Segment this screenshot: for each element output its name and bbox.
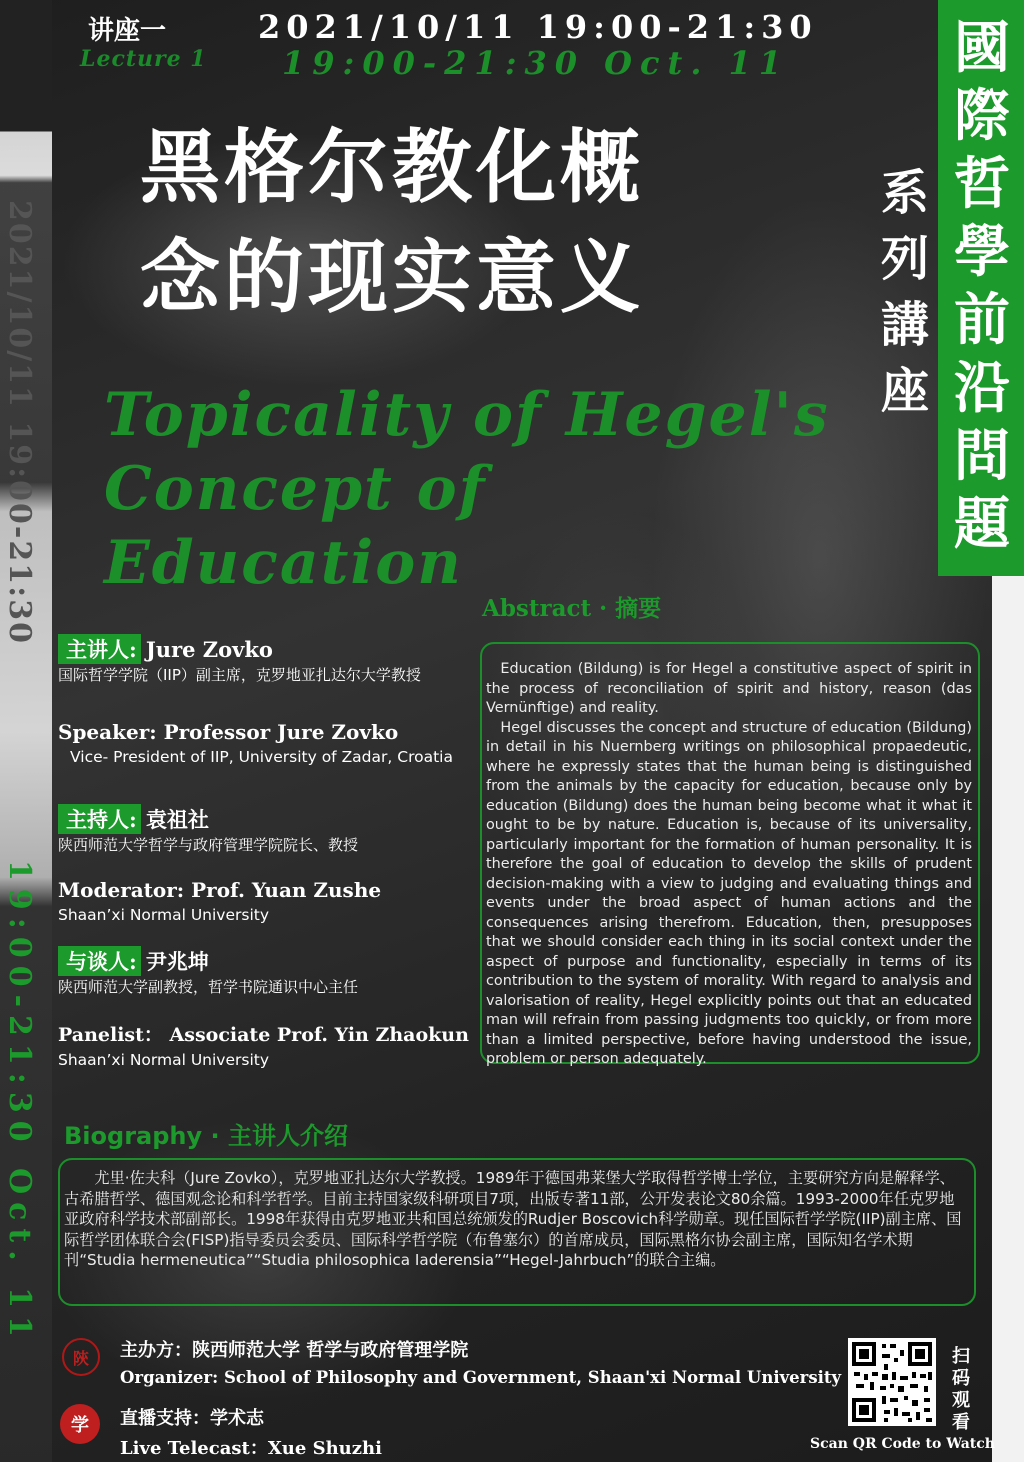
organizer-block bbox=[120, 1336, 841, 1387]
panelist-block-en bbox=[58, 1020, 478, 1069]
vertical-date-gray: 2021/10/11 19:00-21:30 bbox=[2, 200, 37, 645]
biography-heading: Biography · 主讲人介绍 bbox=[64, 1122, 348, 1150]
abstract-box bbox=[480, 642, 980, 1067]
speaker-label: 主讲人: bbox=[58, 634, 141, 664]
seal-char: 陝 bbox=[62, 1338, 100, 1376]
series-subtitle bbox=[872, 160, 938, 424]
date-time-cn: 2021/10/11 19:00-21:30 bbox=[258, 8, 818, 46]
series-sub-char: 座 bbox=[880, 363, 929, 419]
logo-char: 学 bbox=[60, 1404, 100, 1444]
abstract-heading: Abstract · 摘要 bbox=[482, 595, 662, 622]
telecast-en: Live Telecast：Xue Shuzhi bbox=[120, 1438, 382, 1459]
moderator-desc-en: Shaan’xi Normal University bbox=[58, 906, 270, 924]
speaker-desc-cn: 国际哲学学院（IIP）副主席，克罗地亚扎达尔大学教授 bbox=[58, 666, 421, 684]
series-title-char: 學 bbox=[954, 219, 1010, 285]
moderator-desc-cn: 陕西师范大学哲学与政府管理学院院长、教授 bbox=[58, 836, 359, 854]
university-seal-icon bbox=[62, 1338, 100, 1376]
scan-to-watch-en: Scan QR Code to Watch bbox=[810, 1436, 995, 1452]
abstract-paragraph: Hegel discusses the concept and structure of education (Bildung) in detail in his Nuernberg writings on philosophical propaedeutic, where he expressly states that the human being is distinguished from the animals by the capacity for education, because only by education (Bildung) does the human being become what it what it ought to be by nature. Education is, because of its universality, particularly important for the formation of human personality. It is therefore the goal of education to develop the skills of prudent decision-making with a view to judging and evaluating things and events under the broad aspect of human actions and the consequences arising therefrom. Education, then, presupposes that we should consider each thing in its social context under the aspect of purpose and functionality, especially in terms of its contribution to the system of morality. With regard to analysis and valorisation of reality, Hegel explicitly points out that an educated man will refrain from passing judgments too quickly, or from more than a limited perspective, before having understood the issue, problem or person adequately. bbox=[486, 719, 972, 1067]
scan-char: 看 bbox=[952, 1412, 970, 1433]
panelist-desc-en: Shaan’xi Normal University bbox=[58, 1051, 270, 1069]
abstract-paragraph: Education (Bildung) is for Hegel a constitutive aspect of spirit in the process of reconciliation of spirit and history, reason (das Vernünftige) and reality. bbox=[486, 661, 972, 716]
moderator-name-cn: 袁祖社 bbox=[145, 807, 209, 832]
title-cn-line2: 念的现实意义 bbox=[140, 230, 644, 324]
series-title-char: 國 bbox=[954, 15, 1010, 81]
series-title-char: 題 bbox=[954, 491, 1010, 557]
telecast-cn: 直播支持：学术志 bbox=[120, 1408, 264, 1429]
date-time-en: 19:00-21:30 Oct. 11 bbox=[282, 44, 790, 82]
qr-code-graphic bbox=[848, 1338, 936, 1426]
qr-code-icon[interactable] bbox=[848, 1338, 936, 1426]
panelist-name-en: Panelist： Associate Prof. Yin Zhaokun bbox=[58, 1024, 469, 1046]
xueshuzhi-logo-icon bbox=[60, 1404, 100, 1444]
moderator-label: 主持人: bbox=[58, 804, 141, 834]
biography-text: 尤里·佐夫科（Jure Zovko），克罗地亚扎达尔大学教授。1989年于德国弗莱堡大学取得哲学博士学位，主要研究方向是解释学、古希腊哲学、德国观念论和科学哲学。目前主持国家级科研项目7项，出版专著11部，公开发表论文80余篇。1993-2000年任克罗地亚政府科学技术部副部长。1998年获得由克罗地亚共和国总统颁发的Rudjer Boscovich科学勋章。现任国际哲学学院(IIP)副主席、国际哲学团体联合会(FISP)指导委员会委员、国际科学哲学院（布鲁塞尔）的首席成员，国际黑格尔协会副主席，国际知名学术期刊“Studia hermeneutica”“Studia philosophica Iaderensia”“Hegel-Jahrbuch”的联合主编。 bbox=[64, 1169, 962, 1269]
speaker-block-cn bbox=[58, 634, 478, 685]
title-en-line2: Concept of Education bbox=[104, 454, 487, 598]
series-title-char: 問 bbox=[954, 423, 1010, 489]
speaker-name-cn: Jure Zovko bbox=[145, 637, 273, 662]
lecture-number-cn: 讲座一 bbox=[88, 16, 167, 46]
title-en bbox=[104, 378, 864, 600]
scan-char: 观 bbox=[952, 1390, 970, 1411]
moderator-block-cn bbox=[58, 804, 478, 855]
series-sub-char: 系 bbox=[880, 165, 929, 221]
scan-char: 扫 bbox=[952, 1346, 970, 1367]
series-sub-char: 列 bbox=[880, 231, 929, 287]
panelist-label: 与谈人: bbox=[58, 946, 141, 976]
series-title-char: 前 bbox=[954, 287, 1010, 353]
vertical-date-green: 19:00-21:30 Oct. 11 bbox=[2, 860, 37, 1345]
panelist-block-cn bbox=[58, 946, 478, 997]
series-sub-char: 講 bbox=[880, 297, 929, 353]
title-cn bbox=[140, 112, 820, 332]
series-title bbox=[940, 14, 1024, 558]
lecture-number-en: Lecture 1 bbox=[80, 46, 207, 72]
moderator-block-en bbox=[58, 878, 478, 924]
panelist-desc-cn: 陕西师范大学副教授，哲学书院通识中心主任 bbox=[58, 978, 359, 996]
organizer-cn: 主办方：陕西师范大学 哲学与政府管理学院 bbox=[120, 1340, 469, 1361]
speaker-name-en: Speaker: Professor Jure Zovko bbox=[58, 720, 399, 744]
moderator-name-en: Moderator: Prof. Yuan Zushe bbox=[58, 878, 382, 902]
scan-char: 码 bbox=[952, 1368, 970, 1389]
scan-to-watch-cn bbox=[948, 1346, 974, 1434]
series-title-char: 沿 bbox=[954, 355, 1010, 421]
series-title-char: 哲 bbox=[954, 151, 1010, 217]
panelist-name-cn: 尹兆坤 bbox=[145, 949, 209, 974]
speaker-block-en bbox=[58, 720, 478, 766]
biography-box bbox=[58, 1158, 976, 1306]
series-title-char: 際 bbox=[954, 83, 1010, 149]
speaker-desc-en: Vice- President of IIP, University of Zadar, Croatia bbox=[70, 748, 453, 766]
title-en-line1: Topicality of Hegel's bbox=[104, 380, 830, 450]
organizer-en: Organizer: School of Philosophy and Government, Shaan'xi Normal University bbox=[120, 1368, 842, 1387]
telecast-block bbox=[120, 1404, 382, 1460]
title-cn-line1: 黑格尔教化概 bbox=[140, 120, 644, 214]
